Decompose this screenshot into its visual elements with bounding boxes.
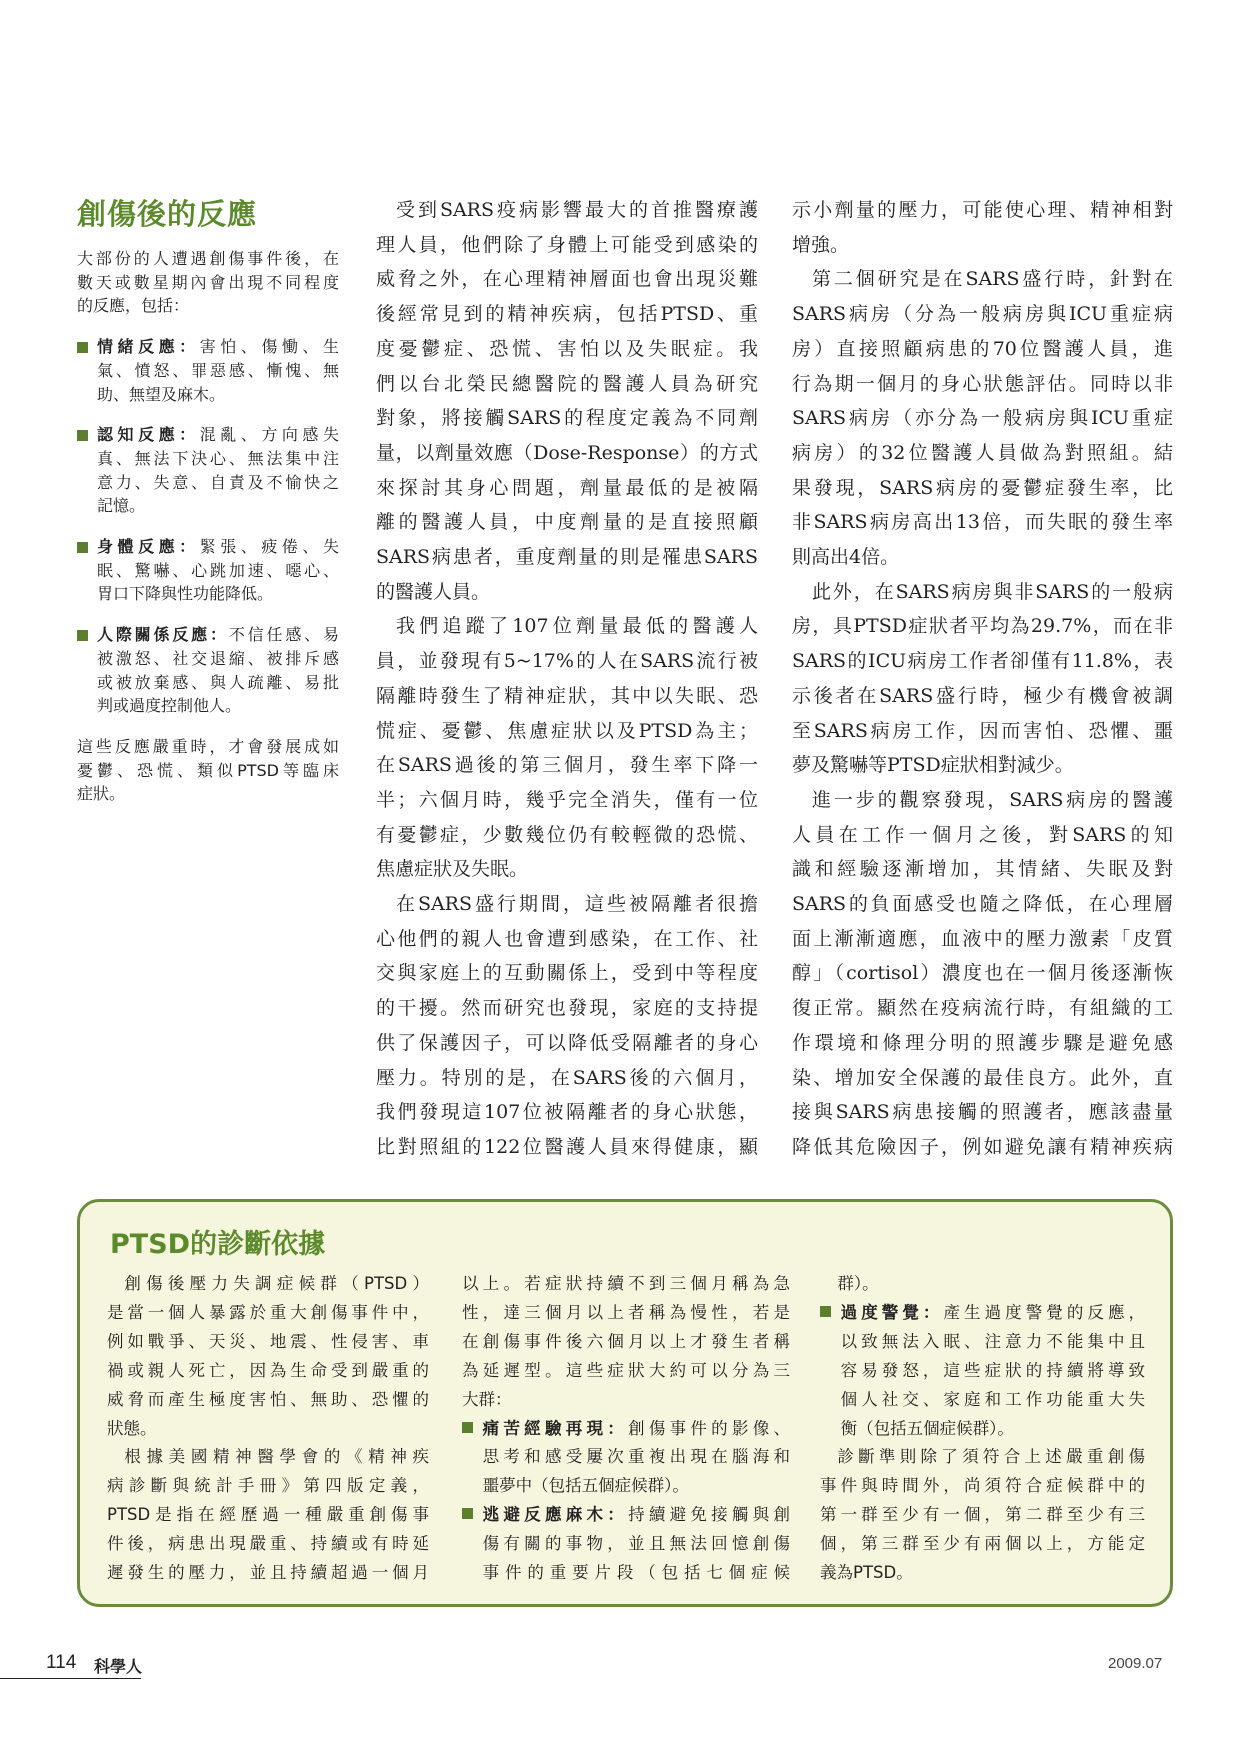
text-line: 狀態。	[107, 1418, 157, 1438]
text-line: 大部份的人遭遇創傷事件後，在	[77, 249, 339, 268]
text-line: 至SARS病房工作，因而害怕、恐懼、噩	[792, 719, 1173, 742]
text-line: 房）直接照顧病患的70位醫護人員，進	[792, 337, 1173, 360]
bullet-item	[820, 1299, 1145, 1444]
text-line: 事件與時間外，尚須符合症候群中的	[820, 1476, 1145, 1496]
text-line: 傷有關的事物，並且無法回憶創傷	[482, 1534, 790, 1554]
bullet-square-icon	[77, 542, 88, 553]
text-line: 的干擾。然而研究也發現，家庭的支持提	[376, 997, 758, 1020]
text-line	[841, 1299, 1145, 1328]
text-line: SARS的ICU病房工作者卻僅有11.8%，表	[792, 650, 1173, 673]
text-line: 人員在工作一個月之後，對SARS的知	[792, 823, 1173, 846]
text-line: 示小劑量的壓力，可能使心理、精神相對	[792, 199, 1173, 221]
text-line: 對象，將接觸SARS的程度定義為不同劑	[376, 407, 758, 430]
paragraph	[820, 1443, 1145, 1588]
text-line: 威脅之外，在心理精神層面也會出現災難	[376, 268, 758, 291]
bullet-text: 混亂、方向感失	[199, 425, 339, 445]
text-line: 或被放棄感、與人疏離、易批	[97, 672, 339, 692]
text-line: 氣、憤怒、罪惡感、慚愧、無	[97, 360, 339, 380]
bullet-label: 認知反應：	[97, 425, 200, 445]
text-line: 交與家庭上的互動關係上，受到中等程度	[376, 962, 758, 985]
text-line: 的醫護人員。	[376, 580, 491, 603]
bullet-text: 緊張、疲倦、失	[199, 537, 339, 557]
paragraph	[77, 247, 339, 318]
text-line: 這些反應嚴重時，才會發展成如	[77, 736, 339, 756]
text-line: 衡（包括五個症候群）。	[840, 1418, 1014, 1438]
text-line: 群）。	[837, 1274, 879, 1293]
text-line: 焦慮症狀及失眠。	[376, 858, 529, 881]
text-line: 個人社交、家庭和工作功能重大失	[840, 1389, 1145, 1409]
bullet-item	[462, 1415, 790, 1502]
bullet-label: 人際關係反應：	[97, 625, 229, 645]
text-line: 隔離時發生了精神症狀，其中以失眠、恐	[376, 684, 758, 707]
box-column-2	[462, 1270, 790, 1588]
text-line: SARS病房（亦分為一般病房與ICU重症	[792, 407, 1173, 430]
text-line: SARS的負面感受也隨之降低，在心理層	[792, 893, 1173, 916]
text-line: 示後者在SARS盛行時，極少有機會被調	[792, 684, 1173, 707]
paragraph	[792, 193, 1173, 262]
paragraph	[792, 783, 1173, 1165]
text-line: 症狀。	[77, 784, 126, 804]
bullet-item	[77, 335, 339, 406]
bullet-label: 情緒反應：	[97, 337, 200, 357]
box-heading: PTSD的診斷依據	[110, 1229, 326, 1260]
bullet-label: 過度警覺：	[840, 1302, 944, 1322]
text-line: 大群：	[462, 1389, 512, 1409]
text-line: SARS病房（分為一般病房與ICU重症病	[792, 303, 1173, 326]
text-line: 禍或親人死亡，因為生命受到嚴重的	[107, 1360, 429, 1380]
text-line: 義為PTSD。	[820, 1563, 913, 1583]
text-line	[97, 535, 339, 559]
text-line: 醇」（cortisol）濃度也在一個月後逐漸恢	[792, 962, 1173, 985]
text-line: 胃口下降與性功能降低。	[97, 584, 274, 604]
text-line: 以致無法入眠、注意力不能集中且	[840, 1331, 1145, 1351]
text-line: 夢及驚嚇等PTSD症狀相對減少。	[792, 754, 1074, 777]
text-line: 是當一個人暴露於重大創傷事件中，	[107, 1302, 429, 1322]
text-line: 離的醫護人員，中度劑量的是直接照顧	[376, 511, 758, 534]
paragraph	[792, 575, 1173, 783]
bullet-square-icon	[462, 1508, 473, 1519]
text-line: 慌症、憂鬱、焦慮症狀以及PTSD為主；	[376, 719, 758, 742]
bullet-label: 逃避反應麻木：	[482, 1505, 629, 1525]
text-line: 數天或數星期內會出現不同程度	[77, 272, 339, 292]
text-line: 則高出4倍。	[792, 546, 900, 569]
text-line: 後經常見到的精神疾病，包括PTSD、重	[376, 303, 758, 326]
text-line: 此外，在SARS病房與非SARS的一般病	[811, 580, 1173, 603]
text-line: 件後，病患出現嚴重、持續或有時延	[107, 1534, 429, 1554]
text-line: 進一步的觀察發現，SARS病房的醫護	[811, 788, 1173, 811]
bullet-text: 害怕、傷慟、生	[199, 337, 339, 357]
text-line: 量，以劑量效應（Dose-Response）的方式	[376, 441, 758, 464]
text-line: 理人員，他們除了身體上可能受到感染的	[376, 233, 758, 256]
text-line	[97, 623, 339, 647]
text-line	[97, 423, 339, 447]
bullet-label: 痛苦經驗再現：	[482, 1418, 629, 1438]
text-line: 病房）的32位醫護人員做為對照組。結	[792, 441, 1173, 464]
text-line: 被激怒、社交退縮、被排斥感	[97, 648, 339, 668]
footer-rule	[0, 1678, 141, 1679]
text-line: 判或過度控制他人。	[97, 696, 242, 716]
paragraph	[107, 1443, 429, 1588]
text-line: 行為期一個月的身心狀態評估。同時以非	[792, 372, 1173, 395]
bullet-text: 創傷事件的影像、	[628, 1418, 791, 1438]
text-line: 事件的重要片段（包括七個症候	[482, 1563, 790, 1583]
text-line: 我們發現這107位被隔離者的身心狀態，	[376, 1101, 758, 1124]
text-line: 在SARS盛行期間，這些被隔離者很擔	[395, 893, 758, 916]
paragraph	[376, 193, 758, 609]
text-line: 診斷準則除了須符合上述嚴重創傷	[837, 1447, 1145, 1467]
text-line: 真、無法下決心、無法集中注	[97, 448, 339, 468]
bullet-text: 不信任感、易	[228, 625, 339, 645]
page-number: 114	[46, 1652, 77, 1673]
bullet-item	[77, 623, 339, 718]
paragraph	[462, 1270, 790, 1415]
text-line	[483, 1501, 790, 1530]
text-line: 在創傷事件後六個月以上才發生者稱	[462, 1331, 790, 1351]
text-line: 以上。若症狀持續不到三個月稱為急	[462, 1274, 790, 1293]
text-line: 意力、失意、自責及不愉快之	[97, 472, 339, 492]
bullet-square-icon	[77, 430, 88, 441]
text-line: 識和經驗逐漸增加，其情緒、失眠及對	[792, 858, 1173, 881]
bullet-text: 持續避免接觸與創	[628, 1505, 791, 1525]
issue-date: 2009.07	[1108, 1655, 1163, 1672]
box-column-3	[820, 1270, 1145, 1588]
text-line: 憂鬱、恐慌、類似PTSD等臨床	[77, 760, 339, 780]
text-line: 我們追蹤了107位劑量最低的醫護人	[395, 615, 758, 638]
bullet-square-icon	[77, 630, 88, 641]
text-line	[97, 335, 339, 359]
text-line: 思考和感受屢次重複出現在腦海和	[482, 1447, 790, 1467]
text-line: 性，達三個月以上者稱為慢性，若是	[462, 1302, 790, 1322]
text-line: 個，第三群至少有兩個以上，方能定	[820, 1534, 1145, 1554]
text-line: 度憂鬱症、恐慌、害怕以及失眠症。我	[376, 337, 758, 360]
text-line: 復正常。顯然在疫病流行時，有組織的工	[792, 997, 1173, 1020]
text-line: 記憶。	[97, 496, 146, 516]
text-line: 第二個研究是在SARS盛行時，針對在	[811, 268, 1173, 291]
text-line: SARS病患者，重度劑量的則是罹患SARS	[376, 546, 758, 569]
text-line: 比對照組的122位醫護人員來得健康，顯	[376, 1135, 758, 1158]
text-line: 員，並發現有5~17%的人在SARS流行被	[376, 650, 758, 673]
text-line: 心他們的親人也會遭到感染，在工作、社	[376, 927, 758, 950]
text-line: 作環境和條理分明的照護步驟是避免感	[792, 1031, 1173, 1054]
text-line: 有憂鬱症，少數幾位仍有較輕微的恐慌、	[376, 823, 758, 846]
text-line: 為延遲型。這些症狀大約可以分為三	[462, 1360, 790, 1380]
text-line: 威脅而產生極度害怕、無助、恐懼的	[107, 1389, 429, 1409]
text-line: 面上漸漸適應，血液中的壓力激素「皮質	[792, 927, 1173, 950]
text-line: 受到SARS疫病影響最大的首推醫療護	[395, 199, 758, 221]
text-line: PTSD是指在經歷過一種嚴重創傷事	[107, 1505, 429, 1525]
text-line: 果發現，SARS病房的憂鬱症發生率，比	[792, 476, 1173, 499]
text-line: 容易發怒，這些症狀的持續將導致	[840, 1360, 1145, 1380]
text-line: 房，具PTSD症狀者平均為29.7%，而在非	[792, 615, 1173, 638]
bullet-text: 產生過度警覺的反應，	[943, 1302, 1145, 1322]
text-line: 來探討其身心問題，劑量最低的是被隔	[376, 476, 758, 499]
paragraph	[820, 1270, 1145, 1299]
text-line: 遲發生的壓力，並且持續超過一個月	[107, 1563, 429, 1583]
bullet-label: 身體反應：	[97, 537, 200, 557]
magazine-name: 科學人	[94, 1657, 143, 1676]
text-line: 病診斷與統計手冊》第四版定義，	[107, 1476, 429, 1496]
sidebar-text	[77, 247, 339, 806]
text-line: 們以台北榮民總醫院的醫護人員為研究	[376, 372, 758, 395]
paragraph	[107, 1270, 429, 1443]
bullet-item	[77, 535, 339, 606]
paragraph	[792, 262, 1173, 574]
article-column-1	[376, 193, 758, 1165]
text-line: 例如戰爭、天災、地震、性侵害、車	[107, 1331, 429, 1351]
text-line: 眠、驚嚇、心跳加速、噁心、	[97, 560, 339, 580]
text-line: 創傷後壓力失調症候群（PTSD）	[124, 1274, 429, 1293]
box-column-1	[107, 1270, 429, 1588]
text-line: 非SARS病房高出13倍，而失眠的發生率	[792, 511, 1173, 534]
text-line: 增強。	[792, 233, 850, 256]
text-line: 降低其危險因子，例如避免讓有精神疾病	[792, 1135, 1173, 1158]
text-line: 的反應，包括：	[77, 296, 190, 316]
text-line: 染、增加安全保護的最佳良方。此外，直	[792, 1066, 1173, 1089]
text-line: 第一群至少有一個，第二群至少有三	[820, 1505, 1145, 1525]
text-line: 供了保護因子，可以降低受隔離者的身心	[376, 1031, 758, 1054]
text-line: 噩夢中（包括五個症候群）。	[482, 1476, 689, 1496]
text-line: 根據美國精神醫學會的《精神疾	[124, 1447, 429, 1467]
bullet-square-icon	[77, 342, 88, 353]
text-line: 在SARS過後的第三個月，發生率下降一	[376, 754, 758, 777]
bullet-item	[462, 1501, 790, 1588]
article-column-2	[792, 193, 1173, 1165]
bullet-square-icon	[820, 1306, 831, 1317]
bullet-item	[77, 423, 339, 518]
paragraph	[376, 887, 758, 1165]
bullet-square-icon	[462, 1422, 473, 1433]
text-line: 壓力。特別的是，在SARS後的六個月，	[376, 1066, 758, 1089]
text-line: 接與SARS病患接觸的照護者，應該盡量	[792, 1101, 1173, 1124]
text-line: 半；六個月時，幾乎完全消失，僅有一位	[376, 788, 758, 811]
text-line	[483, 1415, 790, 1444]
paragraph	[376, 609, 758, 887]
paragraph	[77, 735, 339, 806]
text-line: 助、無望及麻木。	[97, 384, 226, 404]
sidebar-heading: 創傷後的反應	[77, 197, 258, 231]
